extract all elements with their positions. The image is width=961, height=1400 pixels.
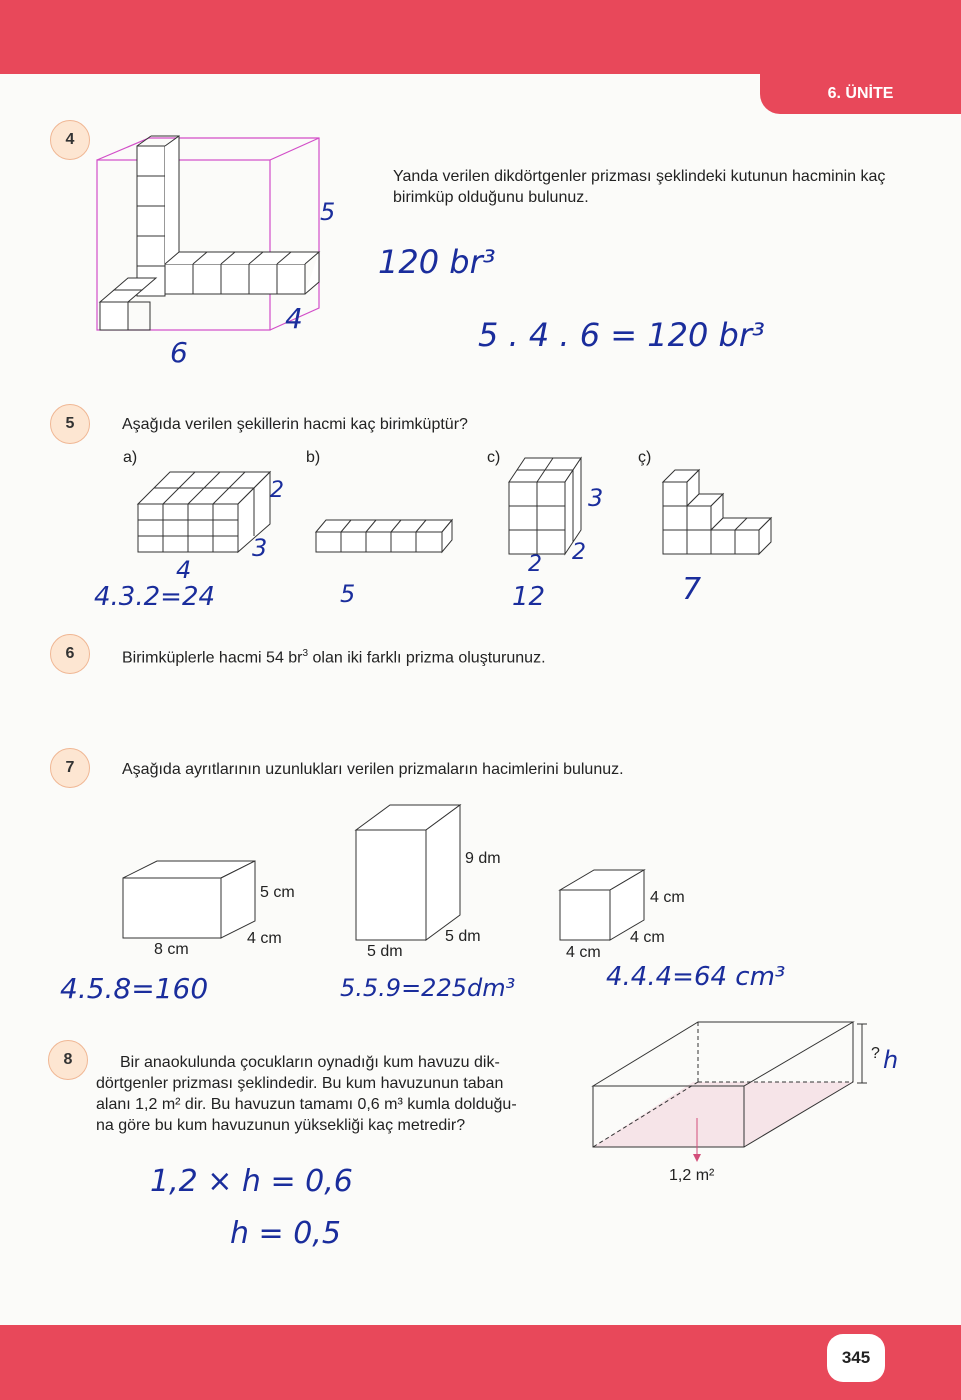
question-number-4: 4 — [50, 120, 90, 160]
q5a-hw-depth: 2 — [270, 478, 284, 503]
question-number-5: 5 — [50, 404, 90, 444]
q5a-hw-width: 4 — [176, 556, 192, 584]
prism1-hw-answer: 4.5.8=160 — [60, 972, 209, 1005]
page-number: 345 — [827, 1334, 885, 1382]
unit-tab: 6. ÜNİTE — [760, 74, 961, 114]
prism1-width: 8 cm — [154, 941, 189, 958]
question-7-text: Aşağıda ayrıtlarının uzunlukları verilen prizmaların hacimlerini bulunuz. — [122, 761, 624, 778]
prism3-depth: 4 cm — [630, 929, 665, 946]
q4-hw-answer: 120 br³ — [378, 243, 496, 281]
q8-hw-result: h = 0,5 — [230, 1216, 341, 1251]
prism3-height: 4 cm — [650, 889, 685, 906]
q5cc-hw-answer: 7 — [682, 572, 702, 607]
q5c-hw-width: 2 — [528, 552, 542, 577]
bottom-banner — [0, 1325, 961, 1400]
q5c-hw-depth: 3 — [588, 484, 604, 512]
question-5-text: Aşağıda verilen şekillerin hacmi kaç birimküptür? — [122, 416, 468, 433]
q5b-hw-answer: 5 — [340, 580, 356, 608]
prism3-hw-answer: 4.4.4=64 cm³ — [606, 962, 786, 992]
q5c-hw-side: 2 — [572, 540, 586, 565]
prism2-hw-answer: 5.5.9=225dm³ — [340, 974, 516, 1002]
prism3-width: 4 cm — [566, 944, 601, 961]
q4-hw-work: 5 . 4 . 6 = 120 br³ — [478, 316, 765, 354]
q5c-hw-answer: 12 — [512, 582, 546, 612]
prism2-height: 9 dm — [465, 850, 501, 867]
base-area-label: 1,2 m² — [669, 1167, 715, 1184]
label-a: a) — [123, 449, 138, 466]
q5a-hw-height: 3 — [252, 534, 268, 562]
question-8-text: Bir anaokulunda çocukların oynadığı kum havuzu dik- dörtgenler prizması şeklindedir. Bu kum havuzunun taban alanı 1,2 m² dir. Bu havuzun tamamı 0,6 m³ kumla dolduğu- na göre bu kum havuzunun yüksekliği kaç metredir? — [96, 1054, 517, 1134]
q8-hw-equation: 1,2 × h = 0,6 — [150, 1164, 353, 1199]
label-cc: ç) — [638, 449, 652, 466]
q4-hw-height: 5 — [320, 198, 336, 226]
prism2-depth: 5 dm — [445, 928, 481, 945]
question-6-text: Birimküplerle hacmi 54 $br^3$ olan iki farklı prizma oluşturunuz. — [122, 648, 546, 667]
q5a-hw-answer: 4.3.2=24 — [94, 582, 216, 612]
question-number-8: 8 — [48, 1040, 88, 1080]
question-number-6: 6 — [50, 634, 90, 674]
prism1-depth: 4 cm — [247, 930, 282, 947]
height-hw-label: h — [883, 1046, 899, 1074]
label-b: b) — [306, 449, 321, 466]
question-4-text: Yanda verilen dikdörtgenler prizması şeklindeki kutunun hacminin kaç birimküp olduğunu bulunuz. — [393, 168, 886, 206]
height-question-label: ? — [871, 1045, 880, 1062]
q4-hw-width: 6 — [170, 336, 188, 369]
prism2-width: 5 dm — [367, 943, 403, 960]
label-c: c) — [487, 449, 501, 466]
prism1-height: 5 cm — [260, 884, 295, 901]
question-number-7: 7 — [50, 748, 90, 788]
q4-hw-depth: 4 — [285, 302, 303, 335]
